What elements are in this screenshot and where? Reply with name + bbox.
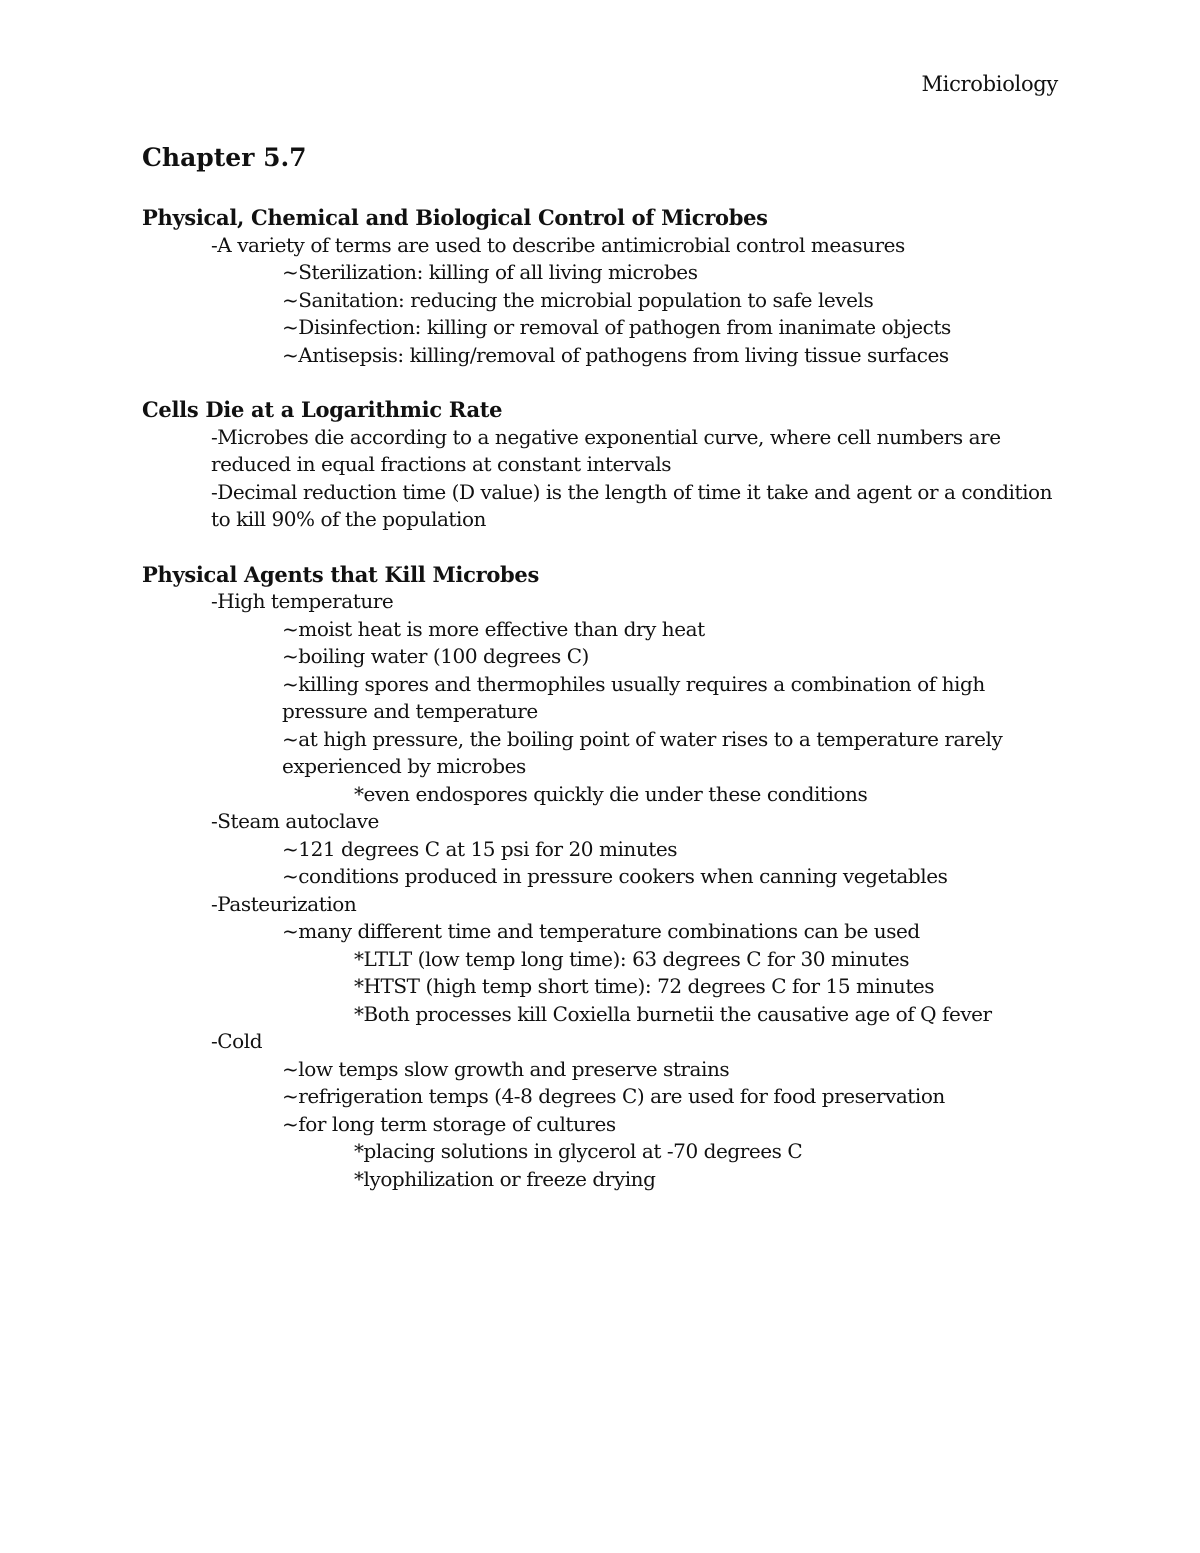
note-line: *even endospores quickly die under these conditions [354,781,868,806]
note-line: *placing solutions in glycerol at -70 degrees C [354,1139,803,1163]
section-control-of-microbes [142,204,1062,369]
note-line: ~conditions produced in pressure cookers when canning vegetables [282,864,948,888]
section-heading: Cells Die at a Logarithmic Rate [142,397,503,422]
note-line: -Pasteurization [211,891,357,916]
note-line: ~121 degrees C at 15 psi for 20 minutes [282,836,678,861]
note-line: ~for long term storage of cultures [282,1111,616,1136]
note-line: ~Sanitation: reducing the microbial population to safe levels [282,287,874,312]
note-line: ~refrigeration temps (4-8 degrees C) are used for food preservation [282,1084,945,1108]
chapter-title: Chapter 5.7 [142,143,307,172]
note-line: -Steam autoclave [211,809,379,833]
document-body [142,140,1062,1220]
note-line: *Both processes kill Coxiella burnetii the causative age of Q fever [354,1001,992,1026]
note-line: ~boiling water (100 degrees C) [282,644,589,668]
note-line: ~at high pressure, the boiling point of water rises to a temperature rarely experienced by microbes [282,726,1003,778]
section-heading: Physical Agents that Kill Microbes [142,561,540,587]
note-line: *LTLT (low temp long time): 63 degrees C for 30 minutes [354,946,910,971]
note-line: ~Disinfection: killing or removal of pathogen from inanimate objects [282,315,951,339]
note-line: ~Sterilization: killing of all living microbes [282,260,698,284]
note-line: -Microbes die according to a negative exponential curve, where cell numbers are reduced in equal fractions at constant intervals [211,424,1001,476]
note-line: *HTST (high temp short time): 72 degrees C for 15 minutes [354,974,935,998]
note-line: -A variety of terms are used to describe antimicrobial control measures [211,232,905,257]
note-line: *lyophilization or freeze drying [354,1166,656,1191]
note-line: ~killing spores and thermophiles usually requires a combination of high pressure and temperature [282,671,985,723]
note-line: ~many different time and temperature combinations can be used [282,919,920,943]
running-header: Microbiology [921,72,1058,96]
section-logarithmic-rate [142,396,1062,534]
note-line: -High temperature [211,589,394,613]
note-line: ~Antisepsis: killing/removal of pathogens from living tissue surfaces [282,342,949,367]
section-physical-agents [142,561,1062,1194]
note-line: -Decimal reduction time (D value) is the length of time it take and agent or a condition to kill 90% of the population [211,479,1053,531]
note-line: ~moist heat is more effective than dry heat [282,616,705,641]
note-line: ~low temps slow growth and preserve strains [282,1056,730,1081]
section-heading: Physical, Chemical and Biological Control of Microbes [142,205,768,230]
note-line: -Cold [211,1029,263,1053]
